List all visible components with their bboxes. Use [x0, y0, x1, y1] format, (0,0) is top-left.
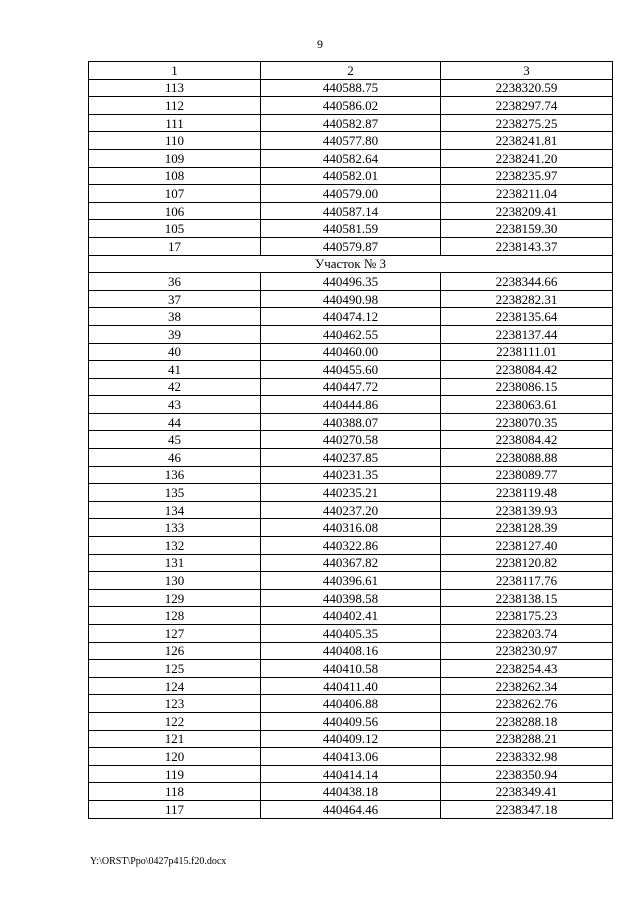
y-coordinate-cell: 2238135.64: [441, 308, 613, 326]
y-coordinate-cell: 2238159.30: [441, 220, 613, 238]
x-coordinate-cell: 440460.00: [261, 343, 441, 361]
table-row: [89, 712, 613, 730]
x-coordinate-cell: 440410.58: [261, 660, 441, 678]
y-coordinate-cell: 2238086.15: [441, 378, 613, 396]
y-coordinate-cell: 2238230.97: [441, 642, 613, 660]
table-row: [89, 431, 613, 449]
point-number-cell: 111: [89, 114, 261, 132]
table-row: [89, 501, 613, 519]
coordinates-table-body: [89, 62, 613, 819]
table-row: [89, 484, 613, 502]
x-coordinate-cell: 440581.59: [261, 220, 441, 238]
y-coordinate-cell: 2238137.44: [441, 325, 613, 343]
point-number-cell: 134: [89, 501, 261, 519]
x-coordinate-cell: 440409.12: [261, 730, 441, 748]
y-coordinate-cell: 2238288.21: [441, 730, 613, 748]
point-number-cell: 113: [89, 79, 261, 97]
table-row: [89, 537, 613, 555]
x-coordinate-cell: 440396.61: [261, 572, 441, 590]
y-coordinate-cell: 2238350.94: [441, 765, 613, 783]
y-coordinate-cell: 2238175.23: [441, 607, 613, 625]
x-coordinate-cell: 440270.58: [261, 431, 441, 449]
x-coordinate-cell: 440231.35: [261, 466, 441, 484]
point-number-cell: 37: [89, 290, 261, 308]
coordinates-table: [88, 61, 613, 819]
y-coordinate-cell: 2238088.88: [441, 449, 613, 467]
x-coordinate-cell: 440582.64: [261, 149, 441, 167]
x-coordinate-cell: 440447.72: [261, 378, 441, 396]
y-coordinate-cell: 2238349.41: [441, 783, 613, 801]
table-row: [89, 273, 613, 291]
point-number-cell: 42: [89, 378, 261, 396]
y-coordinate-cell: 2238282.31: [441, 290, 613, 308]
x-coordinate-cell: 440444.86: [261, 396, 441, 414]
x-coordinate-cell: 440402.41: [261, 607, 441, 625]
page-number: 9: [317, 37, 323, 51]
header-cell-2: 2: [261, 62, 441, 80]
x-coordinate-cell: 440490.98: [261, 290, 441, 308]
header-cell-3: 3: [441, 62, 613, 80]
x-coordinate-cell: 440406.88: [261, 695, 441, 713]
table-row: [89, 554, 613, 572]
y-coordinate-cell: 2238143.37: [441, 237, 613, 255]
y-coordinate-cell: 2238262.34: [441, 677, 613, 695]
table-row: [89, 607, 613, 625]
point-number-cell: 117: [89, 800, 261, 818]
y-coordinate-cell: 2238209.41: [441, 202, 613, 220]
x-coordinate-cell: 440405.35: [261, 625, 441, 643]
point-number-cell: 122: [89, 712, 261, 730]
point-number-cell: 45: [89, 431, 261, 449]
table-row: [89, 572, 613, 590]
point-number-cell: 40: [89, 343, 261, 361]
point-number-cell: 126: [89, 642, 261, 660]
x-coordinate-cell: 440496.35: [261, 273, 441, 291]
y-coordinate-cell: 2238089.77: [441, 466, 613, 484]
table-row: [89, 396, 613, 414]
y-coordinate-cell: 2238120.82: [441, 554, 613, 572]
y-coordinate-cell: 2238128.39: [441, 519, 613, 537]
table-row: [89, 783, 613, 801]
x-coordinate-cell: 440577.80: [261, 132, 441, 150]
table-row: [89, 167, 613, 185]
table-row: [89, 97, 613, 115]
table-row: [89, 325, 613, 343]
y-coordinate-cell: 2238320.59: [441, 79, 613, 97]
table-row: [89, 132, 613, 150]
table-row: [89, 695, 613, 713]
y-coordinate-cell: 2238117.76: [441, 572, 613, 590]
x-coordinate-cell: 440579.87: [261, 237, 441, 255]
table-row: [89, 220, 613, 238]
table-row: [89, 202, 613, 220]
x-coordinate-cell: 440587.14: [261, 202, 441, 220]
table-row: [89, 361, 613, 379]
y-coordinate-cell: 2238084.42: [441, 431, 613, 449]
point-number-cell: 44: [89, 413, 261, 431]
point-number-cell: 129: [89, 589, 261, 607]
point-number-cell: 125: [89, 660, 261, 678]
y-coordinate-cell: 2238070.35: [441, 413, 613, 431]
x-coordinate-cell: 440413.06: [261, 748, 441, 766]
x-coordinate-cell: 440388.07: [261, 413, 441, 431]
point-number-cell: 39: [89, 325, 261, 343]
x-coordinate-cell: 440237.85: [261, 449, 441, 467]
point-number-cell: 130: [89, 572, 261, 590]
y-coordinate-cell: 2238275.25: [441, 114, 613, 132]
table-row: [89, 660, 613, 678]
point-number-cell: 112: [89, 97, 261, 115]
point-number-cell: 128: [89, 607, 261, 625]
table-row: [89, 413, 613, 431]
point-number-cell: 123: [89, 695, 261, 713]
x-coordinate-cell: 440237.20: [261, 501, 441, 519]
table-row: [89, 765, 613, 783]
point-number-cell: 133: [89, 519, 261, 537]
point-number-cell: 120: [89, 748, 261, 766]
point-number-cell: 109: [89, 149, 261, 167]
y-coordinate-cell: 2238127.40: [441, 537, 613, 555]
x-coordinate-cell: 440464.46: [261, 800, 441, 818]
x-coordinate-cell: 440235.21: [261, 484, 441, 502]
x-coordinate-cell: 440588.75: [261, 79, 441, 97]
table-row: [89, 79, 613, 97]
x-coordinate-cell: 440455.60: [261, 361, 441, 379]
point-number-cell: 124: [89, 677, 261, 695]
point-number-cell: 118: [89, 783, 261, 801]
y-coordinate-cell: 2238297.74: [441, 97, 613, 115]
section-label: Участок № 3: [89, 255, 613, 273]
point-number-cell: 127: [89, 625, 261, 643]
y-coordinate-cell: 2238332.98: [441, 748, 613, 766]
table-row: [89, 343, 613, 361]
y-coordinate-cell: 2238241.20: [441, 149, 613, 167]
x-coordinate-cell: 440411.40: [261, 677, 441, 695]
y-coordinate-cell: 2238063.61: [441, 396, 613, 414]
table-row: [89, 290, 613, 308]
x-coordinate-cell: 440474.12: [261, 308, 441, 326]
y-coordinate-cell: 2238241.81: [441, 132, 613, 150]
y-coordinate-cell: 2238211.04: [441, 185, 613, 203]
point-number-cell: 131: [89, 554, 261, 572]
x-coordinate-cell: 440316.08: [261, 519, 441, 537]
y-coordinate-cell: 2238262.76: [441, 695, 613, 713]
y-coordinate-cell: 2238254.43: [441, 660, 613, 678]
table-row: [89, 589, 613, 607]
point-number-cell: 38: [89, 308, 261, 326]
x-coordinate-cell: 440409.56: [261, 712, 441, 730]
y-coordinate-cell: 2238344.66: [441, 273, 613, 291]
point-number-cell: 108: [89, 167, 261, 185]
table-row: [89, 642, 613, 660]
table-row: [89, 449, 613, 467]
point-number-cell: 121: [89, 730, 261, 748]
x-coordinate-cell: 440408.16: [261, 642, 441, 660]
table-row: [89, 677, 613, 695]
section-row: [89, 255, 613, 273]
x-coordinate-cell: 440322.86: [261, 537, 441, 555]
table-row: [89, 308, 613, 326]
point-number-cell: 46: [89, 449, 261, 467]
x-coordinate-cell: 440582.87: [261, 114, 441, 132]
x-coordinate-cell: 440586.02: [261, 97, 441, 115]
point-number-cell: 43: [89, 396, 261, 414]
point-number-cell: 136: [89, 466, 261, 484]
x-coordinate-cell: 440462.55: [261, 325, 441, 343]
y-coordinate-cell: 2238139.93: [441, 501, 613, 519]
table-row: [89, 625, 613, 643]
table-header-row: [89, 62, 613, 80]
footer-file-path: Y:\ORST\Ppo\0427p415.f20.docx: [90, 856, 227, 867]
table-row: [89, 519, 613, 537]
x-coordinate-cell: 440414.14: [261, 765, 441, 783]
y-coordinate-cell: 2238347.18: [441, 800, 613, 818]
y-coordinate-cell: 2238288.18: [441, 712, 613, 730]
y-coordinate-cell: 2238084.42: [441, 361, 613, 379]
table-row: [89, 185, 613, 203]
point-number-cell: 41: [89, 361, 261, 379]
table-row: [89, 149, 613, 167]
table-row: [89, 114, 613, 132]
x-coordinate-cell: 440398.58: [261, 589, 441, 607]
point-number-cell: 36: [89, 273, 261, 291]
table-row: [89, 730, 613, 748]
point-number-cell: 135: [89, 484, 261, 502]
point-number-cell: 110: [89, 132, 261, 150]
y-coordinate-cell: 2238203.74: [441, 625, 613, 643]
point-number-cell: 107: [89, 185, 261, 203]
point-number-cell: 105: [89, 220, 261, 238]
table-row: [89, 800, 613, 818]
y-coordinate-cell: 2238119.48: [441, 484, 613, 502]
y-coordinate-cell: 2238235.97: [441, 167, 613, 185]
table-row: [89, 237, 613, 255]
table-row: [89, 748, 613, 766]
table-row: [89, 466, 613, 484]
header-cell-1: 1: [89, 62, 261, 80]
y-coordinate-cell: 2238111.01: [441, 343, 613, 361]
table-row: [89, 378, 613, 396]
x-coordinate-cell: 440582.01: [261, 167, 441, 185]
point-number-cell: 106: [89, 202, 261, 220]
point-number-cell: 17: [89, 237, 261, 255]
point-number-cell: 132: [89, 537, 261, 555]
x-coordinate-cell: 440579.00: [261, 185, 441, 203]
x-coordinate-cell: 440367.82: [261, 554, 441, 572]
x-coordinate-cell: 440438.18: [261, 783, 441, 801]
y-coordinate-cell: 2238138.15: [441, 589, 613, 607]
point-number-cell: 119: [89, 765, 261, 783]
